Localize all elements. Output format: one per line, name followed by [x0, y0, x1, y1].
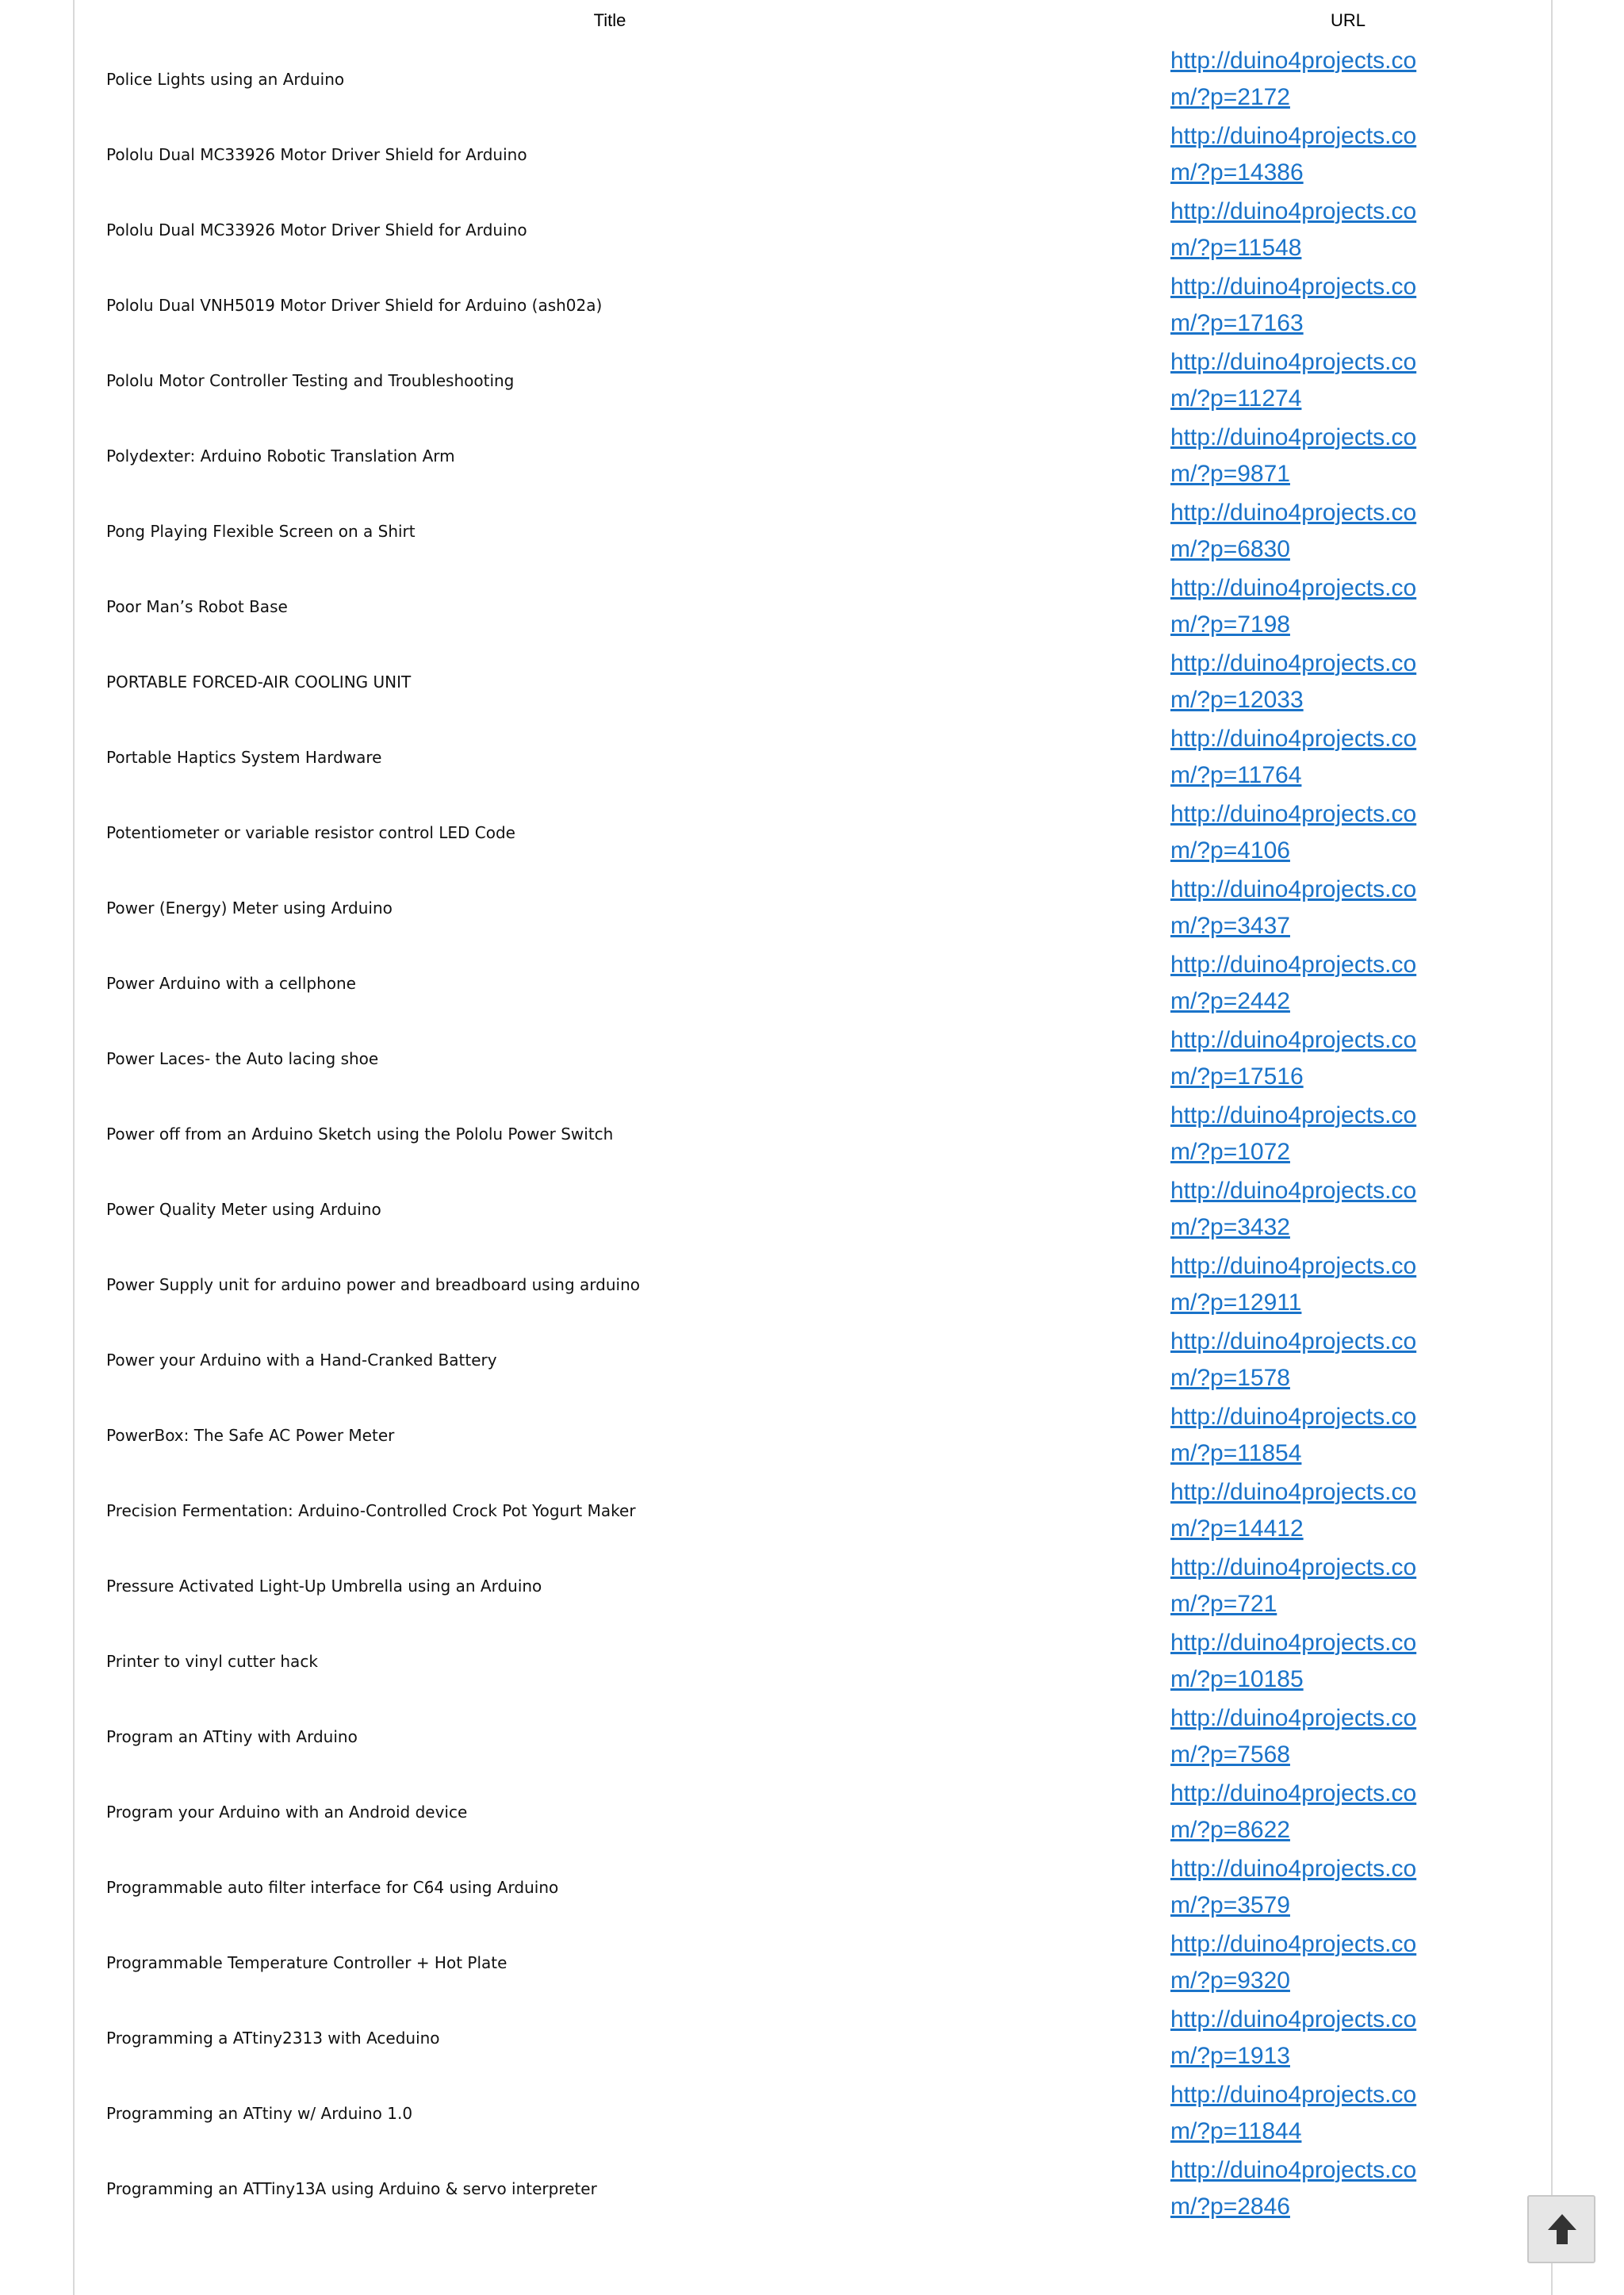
project-title: Pololu Dual VNH5019 Motor Driver Shield for Arduino (ash02a) — [106, 295, 603, 315]
project-url-cell — [1145, 343, 1551, 418]
project-url-cell — [1145, 870, 1551, 945]
project-url-link[interactable]: http://duino4projects.com/?p=1913 — [1170, 2006, 1417, 2069]
project-url-cell — [1145, 1774, 1551, 1849]
project-url-cell — [1145, 192, 1551, 267]
project-url-link[interactable]: http://duino4projects.com/?p=9320 — [1170, 1930, 1417, 1994]
project-url-link[interactable]: http://duino4projects.com/?p=11548 — [1170, 197, 1417, 261]
project-url-link[interactable]: http://duino4projects.com/?p=11854 — [1170, 1403, 1417, 1466]
table-row — [75, 1699, 1551, 1774]
title-column-header: Title — [593, 10, 626, 30]
project-url-cell — [1145, 1623, 1551, 1699]
project-url-cell — [1145, 2075, 1551, 2151]
projects-table — [75, 0, 1551, 2226]
project-url-cell — [1145, 41, 1551, 117]
project-url-cell — [1145, 1171, 1551, 1247]
project-title: Power Arduino with a cellphone — [106, 973, 356, 993]
project-title: Polydexter: Arduino Robotic Translation Arm — [106, 446, 455, 466]
project-url-cell — [1145, 1096, 1551, 1171]
project-title: Police Lights using an Arduino — [106, 69, 345, 89]
table-row — [75, 870, 1551, 945]
arrow-up-icon — [1547, 2213, 1577, 2246]
project-url-cell — [1145, 1397, 1551, 1473]
project-url-cell — [1145, 945, 1551, 1021]
project-url-cell — [1145, 2000, 1551, 2075]
project-url-cell — [1145, 569, 1551, 644]
table-row — [75, 1096, 1551, 1171]
project-url-link[interactable]: http://duino4projects.com/?p=1072 — [1170, 1102, 1417, 1165]
project-title: Programmable auto filter interface for C64 using Arduino — [106, 1877, 559, 1897]
project-url-cell — [1145, 644, 1551, 719]
project-url-cell — [1145, 493, 1551, 569]
table-row — [75, 2151, 1551, 2226]
table-row — [75, 2075, 1551, 2151]
project-url-link[interactable]: http://duino4projects.com/?p=11274 — [1170, 348, 1417, 412]
table-row — [75, 2000, 1551, 2075]
project-title: Power Supply unit for arduino power and breadboard using arduino — [106, 1274, 640, 1294]
table-row — [75, 343, 1551, 418]
project-url-cell — [1145, 719, 1551, 795]
table-row — [75, 41, 1551, 117]
table-row — [75, 719, 1551, 795]
project-title: Portable Haptics System Hardware — [106, 747, 382, 767]
project-url-link[interactable]: http://duino4projects.com/?p=7568 — [1170, 1704, 1417, 1768]
project-url-link[interactable]: http://duino4projects.com/?p=4106 — [1170, 800, 1417, 864]
project-url-link[interactable]: http://duino4projects.com/?p=17516 — [1170, 1026, 1417, 1090]
project-url-cell — [1145, 418, 1551, 493]
project-title: Power off from an Arduino Sketch using the Pololu Power Switch — [106, 1124, 614, 1144]
project-url-link[interactable]: http://duino4projects.com/?p=11844 — [1170, 2081, 1417, 2144]
project-title: Pololu Motor Controller Testing and Troubleshooting — [106, 370, 515, 390]
table-row — [75, 1171, 1551, 1247]
scroll-to-top-button[interactable] — [1527, 2195, 1595, 2263]
project-title: Programming an ATTiny13A using Arduino & servo interpreter — [106, 2178, 597, 2198]
project-url-link[interactable]: http://duino4projects.com/?p=3432 — [1170, 1177, 1417, 1240]
url-column-header: URL — [1330, 10, 1365, 30]
project-url-cell — [1145, 1247, 1551, 1322]
table-row — [75, 493, 1551, 569]
content-panel — [73, 0, 1553, 2295]
table-body — [75, 41, 1551, 2226]
project-url-cell — [1145, 267, 1551, 343]
project-url-link[interactable]: http://duino4projects.com/?p=17163 — [1170, 273, 1417, 336]
project-url-link[interactable]: http://duino4projects.com/?p=3579 — [1170, 1855, 1417, 1918]
project-url-link[interactable]: http://duino4projects.com/?p=721 — [1170, 1554, 1417, 1617]
project-url-cell — [1145, 1548, 1551, 1623]
table-row — [75, 192, 1551, 267]
table-row — [75, 1247, 1551, 1322]
project-url-link[interactable]: http://duino4projects.com/?p=7198 — [1170, 574, 1417, 638]
project-url-cell — [1145, 1925, 1551, 2000]
project-title: Programmable Temperature Controller + Hot Plate — [106, 1952, 508, 1972]
project-title: Pololu Dual MC33926 Motor Driver Shield for Arduino — [106, 144, 527, 164]
project-title: Programming an ATtiny w/ Arduino 1.0 — [106, 2103, 413, 2123]
project-url-cell — [1145, 1699, 1551, 1774]
project-url-link[interactable]: http://duino4projects.com/?p=2442 — [1170, 951, 1417, 1014]
table-row — [75, 1021, 1551, 1096]
project-url-link[interactable]: http://duino4projects.com/?p=2172 — [1170, 47, 1417, 110]
table-row — [75, 117, 1551, 192]
table-row — [75, 267, 1551, 343]
project-title: Program your Arduino with an Android device — [106, 1802, 468, 1822]
project-title: Poor Man’s Robot Base — [106, 596, 288, 616]
project-url-cell — [1145, 1322, 1551, 1397]
project-title: Pressure Activated Light-Up Umbrella using an Arduino — [106, 1576, 542, 1596]
project-title: PORTABLE FORCED-AIR COOLING UNIT — [106, 672, 412, 692]
table-row — [75, 1849, 1551, 1925]
project-url-cell — [1145, 1473, 1551, 1548]
project-title: Power (Energy) Meter using Arduino — [106, 898, 393, 918]
project-url-link[interactable]: http://duino4projects.com/?p=6830 — [1170, 499, 1417, 562]
table-row — [75, 945, 1551, 1021]
project-url-link[interactable]: http://duino4projects.com/?p=1578 — [1170, 1328, 1417, 1391]
table-row — [75, 1548, 1551, 1623]
project-title: Power Laces- the Auto lacing shoe — [106, 1048, 379, 1068]
project-url-link[interactable]: http://duino4projects.com/?p=10185 — [1170, 1629, 1417, 1692]
table-row — [75, 1473, 1551, 1548]
table-row — [75, 1397, 1551, 1473]
project-title: Program an ATtiny with Arduino — [106, 1726, 358, 1746]
project-url-cell — [1145, 795, 1551, 870]
project-title: PowerBox: The Safe AC Power Meter — [106, 1425, 395, 1445]
project-url-link[interactable]: http://duino4projects.com/?p=14386 — [1170, 122, 1417, 186]
table-row — [75, 1322, 1551, 1397]
project-title: Pololu Dual MC33926 Motor Driver Shield for Arduino — [106, 220, 527, 239]
project-url-link[interactable]: http://duino4projects.com/?p=8622 — [1170, 1780, 1417, 1843]
project-url-link[interactable]: http://duino4projects.com/?p=2846 — [1170, 2156, 1417, 2220]
table-row — [75, 418, 1551, 493]
project-title: Programming a ATtiny2313 with Aceduino — [106, 2028, 440, 2048]
table-row — [75, 1925, 1551, 2000]
project-url-cell — [1145, 2151, 1551, 2226]
project-url-link[interactable]: http://duino4projects.com/?p=9871 — [1170, 423, 1417, 487]
project-url-link[interactable]: http://duino4projects.com/?p=3437 — [1170, 875, 1417, 939]
project-title: Printer to vinyl cutter hack — [106, 1651, 318, 1671]
project-title: Potentiometer or variable resistor control LED Code — [106, 822, 515, 842]
project-title: Precision Fermentation: Arduino-Controlled Crock Pot Yogurt Maker — [106, 1500, 636, 1520]
table-row — [75, 795, 1551, 870]
table-row — [75, 569, 1551, 644]
table-row — [75, 1623, 1551, 1699]
project-url-link[interactable]: http://duino4projects.com/?p=14412 — [1170, 1478, 1417, 1542]
project-title: Power Quality Meter using Arduino — [106, 1199, 381, 1219]
project-url-cell — [1145, 1021, 1551, 1096]
table-row — [75, 1774, 1551, 1849]
project-url-link[interactable]: http://duino4projects.com/?p=12033 — [1170, 649, 1417, 713]
project-title: Pong Playing Flexible Screen on a Shirt — [106, 521, 416, 541]
project-url-cell — [1145, 1849, 1551, 1925]
project-title: Power your Arduino with a Hand-Cranked Battery — [106, 1350, 497, 1370]
table-row — [75, 644, 1551, 719]
project-url-link[interactable]: http://duino4projects.com/?p=12911 — [1170, 1252, 1417, 1316]
table-header-row — [75, 0, 1551, 41]
project-url-link[interactable]: http://duino4projects.com/?p=11764 — [1170, 725, 1417, 788]
project-url-cell — [1145, 117, 1551, 192]
